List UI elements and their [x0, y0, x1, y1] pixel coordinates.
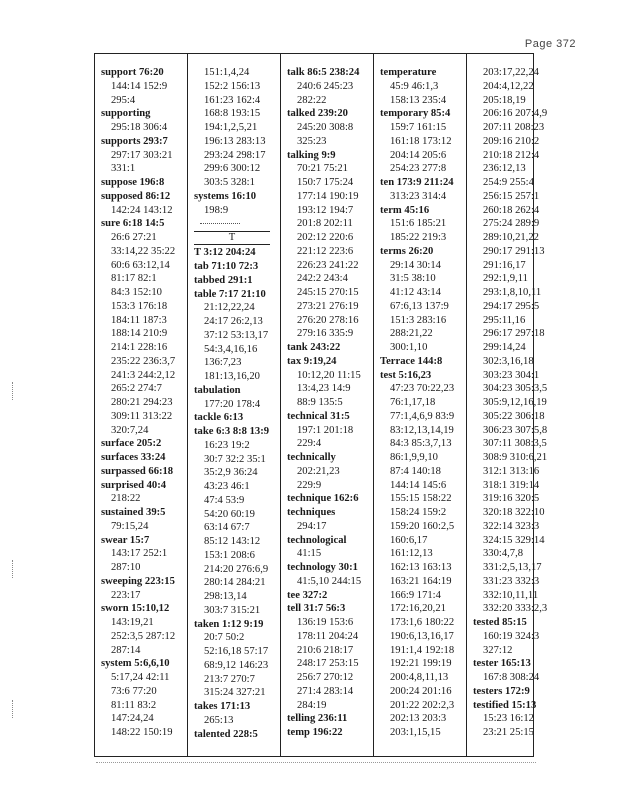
index-term: swear 15:7 — [101, 534, 150, 546]
index-page-refs: 214:1 228:16 — [111, 342, 168, 353]
index-page-refs: 295:18 306:4 — [111, 122, 168, 133]
index-term: surprised 40:4 — [101, 479, 167, 491]
index-page-refs: 143:17 252:1 — [111, 548, 168, 560]
index-page-refs: 168:8 193:15 — [204, 108, 261, 120]
index-term: sustained 39:5 — [101, 507, 166, 518]
index-page-refs: 293:24 298:17 — [204, 149, 266, 161]
index-page-refs: 177:20 178:4 — [204, 398, 261, 410]
index-page-refs: 16:23 19:2 — [204, 439, 250, 451]
index-page-refs: 324:15 329:14 — [483, 534, 545, 546]
scan-artifact-mark — [12, 700, 15, 718]
index-page-refs: 26:6 27:21 — [111, 232, 157, 243]
index-page-refs: 294:17 295:5 — [483, 300, 540, 312]
index-page-refs: 87:4 140:18 — [390, 465, 441, 477]
index-term: technically — [287, 452, 336, 463]
index-term: surfaces 33:24 — [101, 452, 166, 463]
index-page-refs: 153:3 176:18 — [111, 300, 168, 312]
index-page-refs: 86:1,9,9,10 — [390, 452, 438, 463]
index-page-refs: 303:7 315:21 — [204, 604, 261, 616]
index-column-1 — [101, 66, 175, 740]
index-page-refs: 193:12 194:7 — [297, 204, 354, 216]
index-term: talk 86:5 238:24 — [287, 67, 360, 78]
index-page-refs: 144:14 145:6 — [390, 479, 447, 491]
index-page-refs: 172:16,20,21 — [390, 603, 446, 615]
index-page-refs: 295:4 — [111, 94, 136, 106]
index-page-refs: 229:9 — [297, 479, 322, 491]
index-page-refs: 252:3,5 287:12 — [111, 630, 176, 642]
index-term: supposed 86:12 — [101, 190, 171, 202]
index-page-refs: 52:16,18 57:17 — [204, 646, 269, 657]
index-page-refs: 142:24 143:12 — [111, 204, 173, 216]
page-number: Page 372 — [524, 38, 576, 50]
index-page-refs: 81:11 83:2 — [111, 699, 157, 711]
index-page-refs: 41:15 — [297, 548, 322, 560]
index-page-refs: 287:14 — [111, 644, 141, 656]
index-page-refs: 23:21 25:15 — [483, 727, 534, 738]
index-page-refs: 306:23 307:5,8 — [483, 424, 548, 436]
index-page-refs: 300:1,10 — [390, 342, 428, 353]
index-page-refs: 331:2,5,13,17 — [483, 562, 542, 573]
index-term: tabbed 291:1 — [194, 274, 253, 286]
index-page-refs: 163:21 164:19 — [390, 575, 452, 587]
index-page-refs: 307:11 308:3,5 — [483, 438, 547, 450]
index-page-refs: 147:24,24 — [111, 713, 154, 725]
index-page-refs: 160:19 324:3 — [483, 630, 540, 642]
index-page-refs: 280:21 294:23 — [111, 397, 173, 408]
index-page-refs: 161:23 162:4 — [204, 94, 261, 106]
index-page-refs: 162:13 163:13 — [390, 562, 452, 573]
index-page-refs: 327:12 — [483, 644, 513, 656]
scan-artifact-mark — [12, 382, 15, 400]
index-page-refs: 205:18,19 — [483, 94, 526, 106]
index-page-refs: 305:22 306:18 — [483, 410, 545, 422]
index-page-refs: 88:9 135:5 — [297, 397, 343, 408]
index-page-refs: 254:9 255:4 — [483, 177, 534, 188]
index-page-refs: 245:15 270:15 — [297, 287, 359, 298]
index-term: test 5:16,23 — [380, 369, 432, 381]
index-page-refs: 181:13,16,20 — [204, 371, 260, 382]
index-term: sworn 15:10,12 — [101, 603, 170, 615]
index-page-refs: 313:23 314:4 — [390, 190, 447, 202]
index-term: surface 205:2 — [101, 438, 162, 450]
index-term: support 76:20 — [101, 67, 164, 78]
index-page-refs: 84:3 85:3,7,13 — [390, 438, 452, 450]
section-letter-heading: T — [194, 231, 270, 245]
index-page-refs: 240:6 245:23 — [297, 80, 354, 92]
index-term: talented 228:5 — [194, 728, 258, 740]
index-column-2 — [194, 66, 270, 741]
index-page-refs: 79:15,24 — [111, 520, 149, 532]
index-page-refs: 331:23 332:3 — [483, 575, 540, 587]
index-page-refs: 150:7 175:24 — [297, 177, 354, 188]
index-term: take 6:3 8:8 13:9 — [194, 426, 270, 437]
index-page-refs: 273:21 276:19 — [297, 300, 359, 312]
index-page-refs: 202:13 203:3 — [390, 713, 447, 725]
index-page-refs: 158:13 235:4 — [390, 94, 447, 106]
index-page-refs: 295:11,16 — [483, 314, 526, 326]
index-page-refs: 192:21 199:19 — [390, 658, 452, 670]
index-page-refs: 136:19 153:6 — [297, 617, 354, 628]
index-page-refs: 10:12,20 11:15 — [297, 369, 361, 381]
index-term: tax 9:19,24 — [287, 355, 337, 367]
index-page-refs: 213:7 270:7 — [204, 673, 255, 685]
index-page-refs: 320:18 322:10 — [483, 507, 545, 518]
index-page-refs: 143:19,21 — [111, 617, 154, 628]
index-page-refs: 161:18 173:12 — [390, 135, 452, 147]
index-term: tested 85:15 — [473, 617, 527, 628]
index-term: technological — [287, 534, 347, 546]
index-page-refs: 275:24 289:9 — [483, 218, 540, 230]
index-page-refs: 312:1 313:16 — [483, 465, 540, 477]
index-page-refs: 152:2 156:13 — [204, 80, 261, 92]
index-page-refs: 151:3 283:16 — [390, 314, 447, 326]
index-page-refs: 35:2,9 36:24 — [204, 467, 258, 479]
index-term: suppose 196:8 — [101, 177, 165, 188]
index-page-refs: 201:22 202:2,3 — [390, 699, 455, 711]
index-page-refs: 31:5 38:10 — [390, 273, 436, 285]
index-column-4 — [380, 66, 454, 740]
index-page-refs: 226:23 241:22 — [297, 259, 359, 271]
index-page-refs: 280:14 284:21 — [204, 577, 266, 589]
scan-artifact-mark — [12, 560, 15, 578]
index-page-refs: 305:9,12,16,19 — [483, 397, 547, 408]
index-page-refs: 166:9 171:4 — [390, 589, 441, 601]
index-page-refs: 296:17 297:18 — [483, 328, 545, 340]
index-page-refs: 151:1,4,24 — [204, 67, 250, 78]
index-term: tabulation — [194, 384, 241, 396]
index-page-refs: 330:4,7,8 — [483, 548, 524, 560]
index-page-refs: 5:17,24 42:11 — [111, 672, 170, 683]
index-term: terms 26:20 — [380, 245, 434, 257]
index-page-refs: 20:7 50:2 — [204, 632, 245, 644]
index-page-refs: 303:5 328:1 — [204, 177, 255, 188]
index-page-refs: 202:12 220:6 — [297, 232, 354, 243]
index-page-refs: 21:12,22,24 — [204, 302, 255, 314]
index-term: table 7:17 21:10 — [194, 288, 266, 300]
index-page-refs: 73:6 77:20 — [111, 685, 157, 697]
index-page-refs: 70:21 75:21 — [297, 163, 348, 175]
index-page-refs: 159:7 161:15 — [390, 122, 447, 133]
index-page-refs: 294:17 — [297, 520, 327, 532]
index-page-refs: 202:21,23 — [297, 465, 340, 477]
index-term: tester 165:13 — [473, 658, 531, 670]
index-page-refs: 241:3 244:2,12 — [111, 369, 176, 381]
index-page-refs: 287:10 — [111, 562, 141, 573]
index-page-refs: 148:22 150:19 — [111, 727, 173, 738]
index-page-refs: 136:7,23 — [204, 357, 242, 369]
index-page-refs: 67:6,13 137:9 — [390, 300, 449, 312]
index-page-refs: 276:20 278:16 — [297, 314, 359, 326]
index-page-refs: 332:10,11,11 — [483, 589, 539, 601]
index-term: temperature — [380, 67, 437, 78]
index-page-refs: 288:21,22 — [390, 328, 433, 340]
index-term: sweeping 223:15 — [101, 575, 175, 587]
index-page-refs: 282:22 — [297, 94, 327, 106]
index-term: tee 327:2 — [287, 589, 328, 601]
index-page-refs: 84:3 152:10 — [111, 287, 162, 298]
index-page-refs: 41:12 43:14 — [390, 287, 441, 298]
index-page-refs: 293:1,8,10,11 — [483, 287, 542, 298]
index-term: sure 6:18 14:5 — [101, 218, 165, 230]
index-page-refs: 218:22 — [111, 493, 141, 505]
index-term: temporary 85:4 — [380, 108, 451, 120]
column-divider — [187, 54, 188, 756]
index-page-refs: 159:20 160:2,5 — [390, 520, 455, 532]
index-page-refs: 43:23 46:1 — [204, 481, 250, 492]
index-page-refs: 161:12,13 — [390, 548, 433, 560]
index-term: tab 71:10 72:3 — [194, 261, 259, 272]
index-term: temp 196:22 — [287, 727, 343, 738]
index-page-refs: 308:9 310:6,21 — [483, 452, 548, 463]
index-term: term 45:16 — [380, 204, 430, 216]
index-term: talked 239:20 — [287, 108, 348, 120]
index-page-refs: 203:17,22,24 — [483, 67, 539, 78]
index-term: techniques — [287, 507, 336, 518]
index-page-refs: 47:4 53:9 — [204, 494, 245, 506]
index-page-refs: 331:1 — [111, 163, 136, 175]
index-term: technical 31:5 — [287, 410, 350, 422]
index-page-refs: 265:13 — [204, 714, 234, 726]
index-page-refs: 194:1,2,5,21 — [204, 122, 258, 133]
index-page-refs: 206:16 207:4,9 — [483, 108, 548, 120]
index-page-refs: 151:6 185:21 — [390, 218, 447, 230]
index-page-refs: 54:20 60:19 — [204, 508, 255, 520]
index-page-refs: 153:1 208:6 — [204, 549, 255, 561]
index-page-refs: 279:16 335:9 — [297, 328, 354, 340]
index-page-refs: 229:4 — [297, 438, 322, 450]
index-page-refs: 256:15 257:1 — [483, 190, 540, 202]
index-page-refs: 265:2 274:7 — [111, 383, 162, 395]
index-term: surpassed 66:18 — [101, 465, 174, 477]
index-page-refs: 191:1,4 192:18 — [390, 644, 455, 656]
index-page-refs: 185:22 219:3 — [390, 232, 447, 243]
index-page-refs: 309:11 313:22 — [111, 410, 173, 422]
index-term: T 3:12 204:24 — [194, 247, 256, 259]
index-page-refs: 68:9,12 146:23 — [204, 659, 269, 671]
index-page-refs: 200:24 201:16 — [390, 685, 452, 697]
index-term: tell 31:7 56:3 — [287, 603, 346, 615]
index-page-refs: 190:6,13,16,17 — [390, 630, 454, 642]
index-page-refs: 203:1,15,15 — [390, 727, 441, 738]
index-term: technology 30:1 — [287, 562, 358, 573]
index-page-refs: 158:24 159:2 — [390, 507, 447, 518]
bottom-rule — [96, 762, 536, 763]
index-page-refs: 290:17 291:13 — [483, 245, 545, 257]
index-page-refs: 204:14 205:6 — [390, 149, 447, 161]
index-page-refs: 207:11 208:23 — [483, 122, 545, 133]
index-page-refs: 204:4,12,22 — [483, 80, 534, 92]
index-page-frame — [94, 53, 548, 757]
index-page-refs: 322:14 323:3 — [483, 520, 540, 532]
index-page-refs: 160:6,17 — [390, 534, 428, 546]
index-term: taken 1:12 9:19 — [194, 618, 264, 630]
index-page-refs: 332:20 333:2,3 — [483, 603, 548, 615]
index-page-refs: 63:14 67:7 — [204, 522, 250, 534]
index-page-refs: 302:3,16,18 — [483, 355, 534, 367]
index-term: systems 16:10 — [194, 190, 257, 202]
column-divider — [466, 54, 467, 756]
index-term: tank 243:22 — [287, 342, 341, 353]
index-page-refs: 319:16 320:5 — [483, 493, 540, 505]
index-page-refs: 245:20 308:8 — [297, 122, 354, 133]
section-separator — [200, 223, 240, 224]
index-term: tackle 6:13 — [194, 412, 244, 424]
index-page-refs: 221:12 223:6 — [297, 245, 354, 257]
index-page-refs: 177:14 190:19 — [297, 190, 359, 202]
index-page-refs: 260:18 262:4 — [483, 204, 540, 216]
index-term: supporting — [101, 108, 151, 120]
index-page-refs: 214:20 276:6,9 — [204, 563, 269, 575]
index-page-refs: 223:17 — [111, 589, 141, 601]
index-page-refs: 304:23 305:3,5 — [483, 383, 548, 395]
index-page-refs: 37:12 53:13,17 — [204, 329, 269, 341]
index-page-refs: 297:17 303:21 — [111, 149, 173, 161]
index-page-refs: 45:9 46:1,3 — [390, 80, 439, 92]
column-divider — [373, 54, 374, 756]
index-page-refs: 83:12,13,14,19 — [390, 424, 454, 436]
index-page-refs: 188:14 210:9 — [111, 328, 168, 340]
index-page-refs: 29:14 30:14 — [390, 259, 441, 271]
index-page-refs: 298:13,14 — [204, 591, 247, 602]
index-column-3 — [287, 66, 361, 740]
index-page-refs: 271:4 283:14 — [297, 685, 354, 697]
index-page-refs: 256:7 270:12 — [297, 672, 354, 683]
index-page-refs: 242:2 243:4 — [297, 273, 348, 285]
index-page-refs: 210:18 212:4 — [483, 149, 540, 161]
index-page-refs: 77:1,4,6,9 83:9 — [390, 410, 455, 422]
column-divider — [280, 54, 281, 756]
index-page-refs: 235:22 236:3,7 — [111, 355, 176, 367]
index-page-refs: 303:23 304:1 — [483, 369, 540, 381]
index-page-refs: 201:8 202:11 — [297, 218, 353, 230]
index-page-refs: 292:1,9,11 — [483, 273, 528, 285]
index-page-refs: 200:4,8,11,13 — [390, 672, 449, 683]
index-page-refs: 289:10,21,22 — [483, 232, 539, 243]
index-term: Terrace 144:8 — [380, 355, 443, 367]
index-page-refs: 33:14,22 35:22 — [111, 245, 176, 257]
index-term: talking 9:9 — [287, 149, 336, 161]
index-page-refs: 13:4,23 14:9 — [297, 383, 351, 395]
index-term: telling 236:11 — [287, 713, 348, 725]
index-page-refs: 209:16 210:2 — [483, 135, 540, 147]
index-page-refs: 236:12,13 — [483, 163, 526, 175]
index-term: testified 15:13 — [473, 699, 537, 711]
index-page-refs: 210:6 218:17 — [297, 644, 354, 656]
index-page-refs: 284:19 — [297, 699, 327, 711]
index-page-refs: 320:7,24 — [111, 424, 149, 436]
index-page-refs: 248:17 253:15 — [297, 658, 359, 670]
index-term: system 5:6,6,10 — [101, 658, 170, 670]
index-page-refs: 315:24 327:21 — [204, 687, 266, 699]
index-page-refs: 24:17 26:2,13 — [204, 316, 263, 327]
index-page-refs: 325:23 — [297, 135, 327, 147]
index-page-refs: 81:17 82:1 — [111, 273, 157, 285]
index-term: ten 173:9 211:24 — [380, 177, 454, 188]
index-page-refs: 254:23 277:8 — [390, 163, 447, 175]
index-term: supports 293:7 — [101, 135, 168, 147]
index-page-refs: 15:23 16:12 — [483, 713, 534, 725]
index-page-refs: 144:14 152:9 — [111, 80, 168, 92]
index-page-refs: 47:23 70:22,23 — [390, 383, 455, 395]
index-page-refs: 299:6 300:12 — [204, 163, 261, 175]
index-page-refs: 184:11 187:3 — [111, 314, 167, 326]
index-term: takes 171:13 — [194, 701, 251, 712]
index-page-refs: 41:5,10 244:15 — [297, 575, 362, 587]
index-page-refs: 30:7 32:2 35:1 — [204, 453, 266, 465]
index-page-refs: 291:16,17 — [483, 259, 526, 271]
index-page-refs: 167:8 308:24 — [483, 672, 540, 683]
index-page-refs: 318:1 319:14 — [483, 479, 540, 491]
index-term: testers 172:9 — [473, 685, 530, 697]
index-page-refs: 54:3,4,16,16 — [204, 343, 258, 355]
index-page-refs: 198:9 — [204, 204, 229, 216]
index-page-refs: 173:1,6 180:22 — [390, 617, 455, 628]
index-term: technique 162:6 — [287, 493, 359, 505]
index-page-refs: 196:13 283:13 — [204, 135, 266, 147]
index-column-5 — [473, 66, 547, 740]
index-page-refs: 197:1 201:18 — [297, 424, 354, 436]
index-page-refs: 299:14,24 — [483, 342, 526, 353]
index-page-refs: 178:11 204:24 — [297, 630, 359, 642]
index-page-refs: 60:6 63:12,14 — [111, 259, 170, 271]
index-page-refs: 76:1,17,18 — [390, 397, 436, 408]
index-page-refs: 85:12 143:12 — [204, 536, 261, 547]
index-page-refs: 155:15 158:22 — [390, 493, 452, 505]
